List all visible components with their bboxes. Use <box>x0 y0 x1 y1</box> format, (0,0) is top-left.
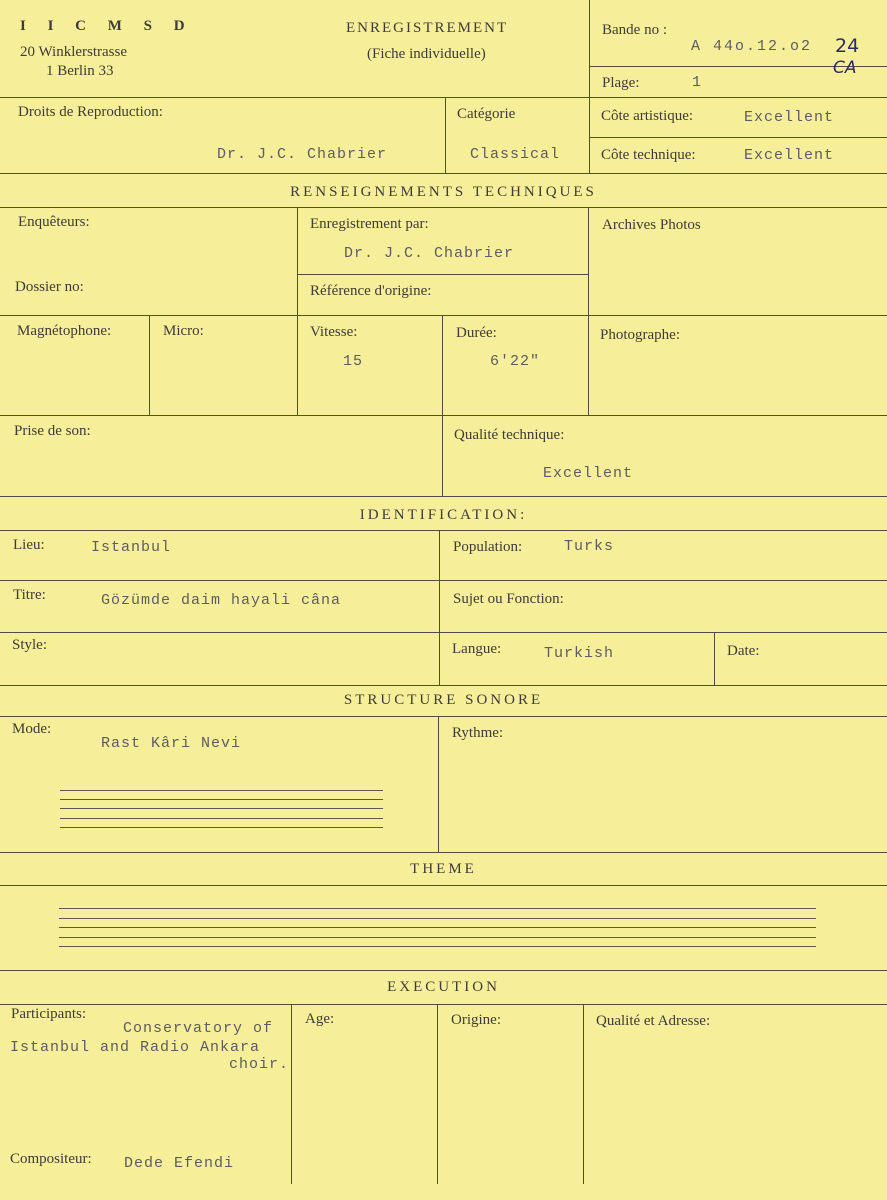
titre-value: Gözümde daim hayali câna <box>101 592 342 609</box>
photographe-label: Photographe: <box>600 327 680 343</box>
style-label: Style: <box>12 637 48 653</box>
rule-theme-bottom <box>0 970 887 971</box>
rule-v-categorie <box>445 97 446 173</box>
duree-label: Durée: <box>456 325 497 341</box>
rule-v-enreg <box>297 207 298 415</box>
rule-prise-bottom <box>0 496 887 497</box>
enregistrement-par-value: Dr. J.C. Chabrier <box>344 245 515 262</box>
micro-label: Micro: <box>163 323 204 339</box>
population-value: Turks <box>564 538 615 555</box>
date-label: Date: <box>727 643 760 659</box>
rule-v-archives <box>588 207 589 415</box>
theme-staff-line-2 <box>59 918 816 919</box>
rule-enreg-bottom <box>297 274 589 275</box>
enqueteurs-label: Enquêteurs: <box>18 214 90 230</box>
section-identification: IDENTIFICATION: <box>359 507 528 523</box>
form-subtitle: (Fiche individuelle) <box>367 46 486 62</box>
cote-technique-label: Côte technique: <box>601 147 696 163</box>
rule-v-date <box>714 632 715 685</box>
rule-dossier-bottom <box>0 315 887 316</box>
vitesse-value: 15 <box>343 353 364 370</box>
rule-theme-title-bottom <box>0 885 887 886</box>
cote-artistique-label: Côte artistique: <box>601 108 694 124</box>
mode-staff-line-5 <box>60 827 383 828</box>
population-label: Population: <box>453 539 523 555</box>
rule-ident-title-bottom <box>0 530 887 531</box>
mode-value: Rast Kâri Nevi <box>101 735 242 752</box>
participants-line2: Istanbul and Radio Ankara <box>10 1039 261 1056</box>
dossier-label: Dossier no: <box>15 279 84 295</box>
section-execution: EXECUTION <box>387 979 500 995</box>
theme-staff-line-4 <box>59 937 816 938</box>
org-name: I I C M S D <box>20 18 194 34</box>
theme-staff-line-1 <box>59 908 816 909</box>
mode-label: Mode: <box>12 721 52 737</box>
section-renseignements: RENSEIGNEMENTS TECHNIQUES <box>290 184 597 200</box>
age-label: Age: <box>305 1011 335 1027</box>
cote-technique-value: Excellent <box>744 147 835 164</box>
cote-artistique-value: Excellent <box>744 109 835 126</box>
participants-line3: choir. <box>229 1056 290 1073</box>
bande-initials: CA <box>833 58 857 78</box>
address-line1: 20 Winklerstrasse <box>20 44 128 60</box>
address-line2: 1 Berlin 33 <box>46 63 114 79</box>
mode-staff-line-2 <box>60 799 383 800</box>
rule-exec-title-bottom <box>0 1004 887 1005</box>
rule-equip-bottom <box>0 415 887 416</box>
form-title: ENREGISTREMENT <box>346 20 509 36</box>
rule-style-bottom <box>0 685 887 686</box>
categorie-label: Catégorie <box>457 106 516 122</box>
bande-label: Bande no : <box>602 22 667 38</box>
droits-value: Dr. J.C. Chabrier <box>217 146 388 163</box>
rule-titre-bottom <box>0 632 887 633</box>
rule-lieu-bottom <box>0 580 887 581</box>
participants-label: Participants: <box>11 1006 86 1022</box>
rule-header-bottom <box>0 97 887 98</box>
plage-value: 1 <box>692 74 703 91</box>
langue-label: Langue: <box>452 641 502 657</box>
section-theme: THEME <box>410 861 477 877</box>
rule-rights-bottom <box>0 173 887 174</box>
qualite-technique-label: Qualité technique: <box>454 427 565 443</box>
duree-value: 6'22" <box>490 353 541 370</box>
archives-photos-label: Archives Photos <box>602 217 701 233</box>
rule-v-duree <box>442 315 443 496</box>
participants-line1: Conservatory of <box>123 1020 274 1037</box>
lieu-label: Lieu: <box>13 537 45 553</box>
rule-v-origine <box>437 1004 438 1184</box>
vitesse-label: Vitesse: <box>310 324 358 340</box>
theme-staff-line-3 <box>59 927 816 928</box>
rule-cote-mid <box>589 137 887 138</box>
qualite-technique-value: Excellent <box>543 465 634 482</box>
lieu-value: Istanbul <box>91 539 172 556</box>
rythme-label: Rythme: <box>452 725 504 741</box>
compositeur-label: Compositeur: <box>10 1151 92 1167</box>
rule-v-qualite <box>583 1004 584 1184</box>
mode-staff-line-1 <box>60 790 383 791</box>
theme-staff-line-5 <box>59 946 816 947</box>
rule-structure-title-bottom <box>0 716 887 717</box>
magnetophone-label: Magnétophone: <box>17 323 112 339</box>
enregistrement-par-label: Enregistrement par: <box>310 216 429 232</box>
section-structure-sonore: STRUCTURE SONORE <box>343 692 544 708</box>
rule-tech-title-bottom <box>0 207 887 208</box>
droits-label: Droits de Reproduction: <box>18 104 163 120</box>
mode-staff-line-3 <box>60 808 383 809</box>
mode-staff-line-4 <box>60 818 383 819</box>
reference-origine-label: Référence d'origine: <box>310 283 432 299</box>
compositeur-value: Dede Efendi <box>124 1155 235 1172</box>
bande-handwritten: 24 <box>835 35 860 57</box>
prise-de-son-label: Prise de son: <box>14 423 91 439</box>
bande-value: A 44o.12.o2 <box>691 38 813 55</box>
categorie-value: Classical <box>470 146 561 163</box>
rule-v-micro <box>149 315 150 415</box>
rule-v-age <box>291 1004 292 1184</box>
rule-v-bande <box>589 0 590 173</box>
langue-value: Turkish <box>544 645 615 662</box>
qualite-adresse-label: Qualité et Adresse: <box>596 1013 711 1029</box>
rule-mode-bottom <box>0 852 887 853</box>
origine-label: Origine: <box>451 1012 501 1028</box>
titre-label: Titre: <box>13 587 46 603</box>
plage-label: Plage: <box>602 75 640 91</box>
sujet-fonction-label: Sujet ou Fonction: <box>453 591 564 607</box>
rule-v-rythme <box>438 716 439 852</box>
rule-v-ident <box>439 530 440 685</box>
